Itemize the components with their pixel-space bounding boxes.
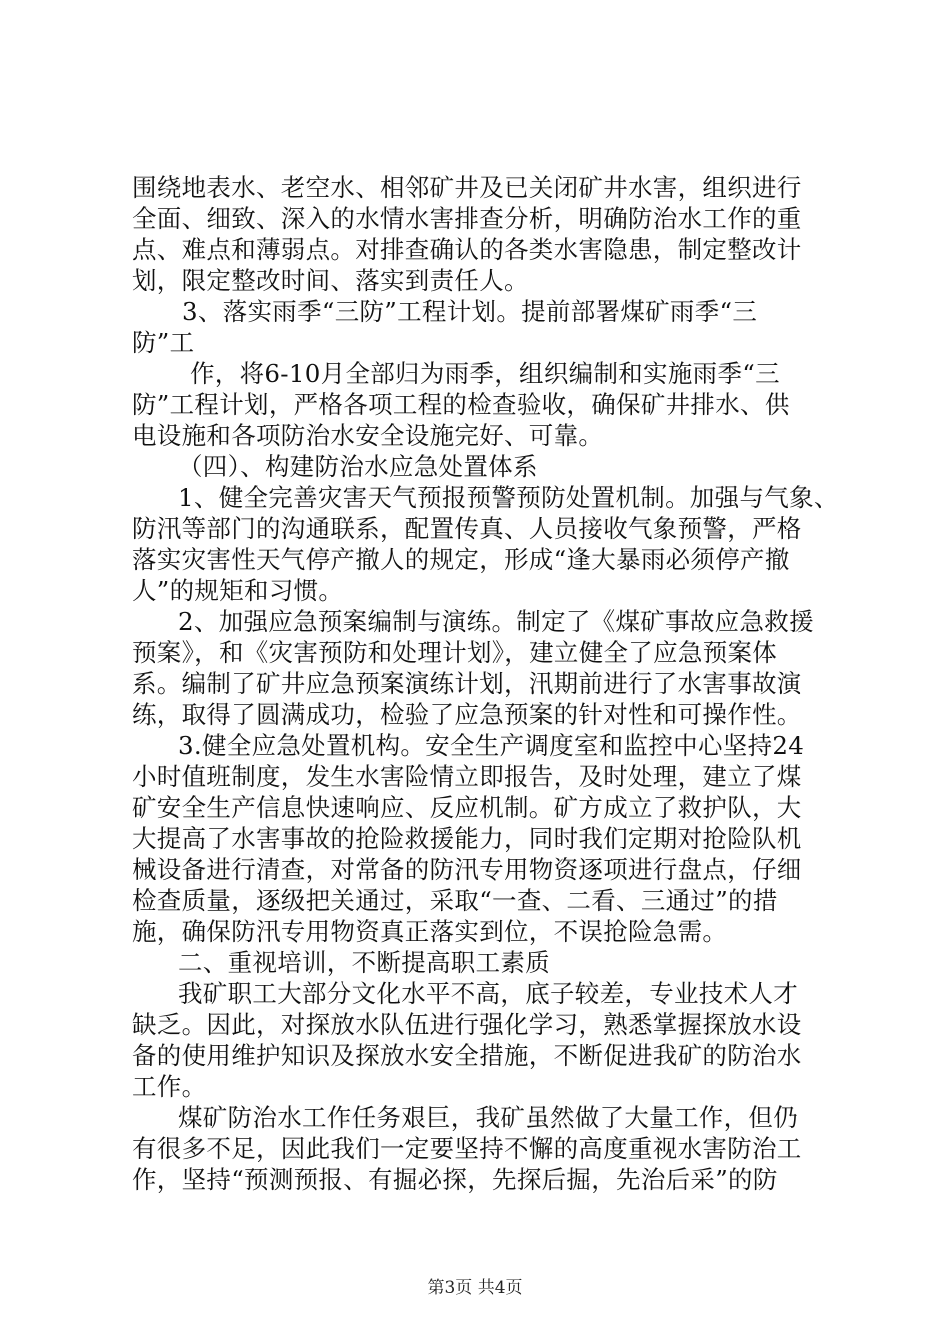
text-line: 有很多不足，因此我们一定要坚持不懈的高度重视水害防治工 xyxy=(132,1134,802,1163)
text-line: 大提高了水害事故的抢险救援能力，同时我们定期对抢险队机 xyxy=(132,824,802,853)
text-line: 矿安全生产信息快速响应、反应机制。矿方成立了救护队，大 xyxy=(132,793,802,822)
text-line: 围绕地表水、老空水、相邻矿井及已关闭矿井水害，组织进行 xyxy=(132,173,802,202)
text-line: 3.健全应急处置机构。安全生产调度室和监控中心坚持24 xyxy=(178,731,805,760)
text-line: 我矿职工大部分文化水平不高，底子较差，专业技术人才 xyxy=(178,979,798,1008)
section-heading: 二、重视培训，不断提高职工素质 xyxy=(178,948,550,977)
text-line: 2、加强应急预案编制与演练。制定了《煤矿事故应急救援 xyxy=(178,607,814,636)
document-body xyxy=(132,172,839,1195)
text-line: 小时值班制度，发生水害险情立即报告，及时处理，建立了煤 xyxy=(132,762,802,791)
text-line: 作，将6-10月全部归为雨季，组织编制和实施雨季“三 xyxy=(190,359,780,388)
text-line: 作，坚持“预测预报、有掘必探，先探后掘，先治后采”的防 xyxy=(132,1165,778,1194)
text-line: 备的使用维护知识及探放水安全措施，不断促进我矿的防治水 xyxy=(132,1041,802,1070)
text-line: 3、落实雨季“三防”工程计划。提前部署煤矿雨季“三 xyxy=(182,297,758,326)
text-line: 电设施和各项防治水安全设施完好、可靠。 xyxy=(132,421,604,450)
text-line: 全面、细致、深入的水情水害排查分析，明确防治水工作的重 xyxy=(132,204,802,233)
text-line: 点、难点和薄弱点。对排查确认的各类水害隐患，制定整改计 xyxy=(132,235,802,264)
text-line: 防”工 xyxy=(132,328,195,357)
text-line: 煤矿防治水工作任务艰巨，我矿虽然做了大量工作，但仍 xyxy=(178,1103,798,1132)
section-heading: （四）、构建防治水应急处置体系 xyxy=(178,452,538,481)
text-line: 械设备进行清查，对常备的防汛专用物资逐项进行盘点，仔细 xyxy=(132,855,802,884)
text-line: 检查质量，逐级把关通过，采取“一查、二看、三通过”的措 xyxy=(132,886,778,915)
text-line: 防汛等部门的沟通联系，配置传真、人员接收气象预警，严格 xyxy=(132,514,802,543)
text-line: 工作。 xyxy=(132,1072,207,1101)
text-line: 防”工程计划，严格各项工程的检查验收，确保矿井排水、供 xyxy=(132,390,790,419)
text-line: 划，限定整改时间、落实到责任人。 xyxy=(132,266,529,295)
text-line: 系。编制了矿井应急预案演练计划，汛期前进行了水害事故演 xyxy=(132,669,802,698)
text-line: 1、健全完善灾害天气预报预警预防处置机制。加强与气象、 xyxy=(178,483,839,512)
text-line: 人”的规矩和习惯。 xyxy=(132,576,344,605)
text-line: 落实灾害性天气停产撤人的规定，形成“逢大暴雨必须停产撤 xyxy=(132,545,790,574)
text-line: 施，确保防汛专用物资真正落实到位，不误抢险急需。 xyxy=(132,917,728,946)
page-number-footer: 第3页 共4页 xyxy=(427,1278,523,1298)
text-line: 缺乏。因此，对探放水队伍进行强化学习，熟悉掌握探放水设 xyxy=(132,1010,802,1039)
text-line: 练，取得了圆满成功，检验了应急预案的针对性和可操作性。 xyxy=(132,700,802,729)
text-line: 预案》，和《灾害预防和处理计划》，建立健全了应急预案体 xyxy=(132,638,778,667)
